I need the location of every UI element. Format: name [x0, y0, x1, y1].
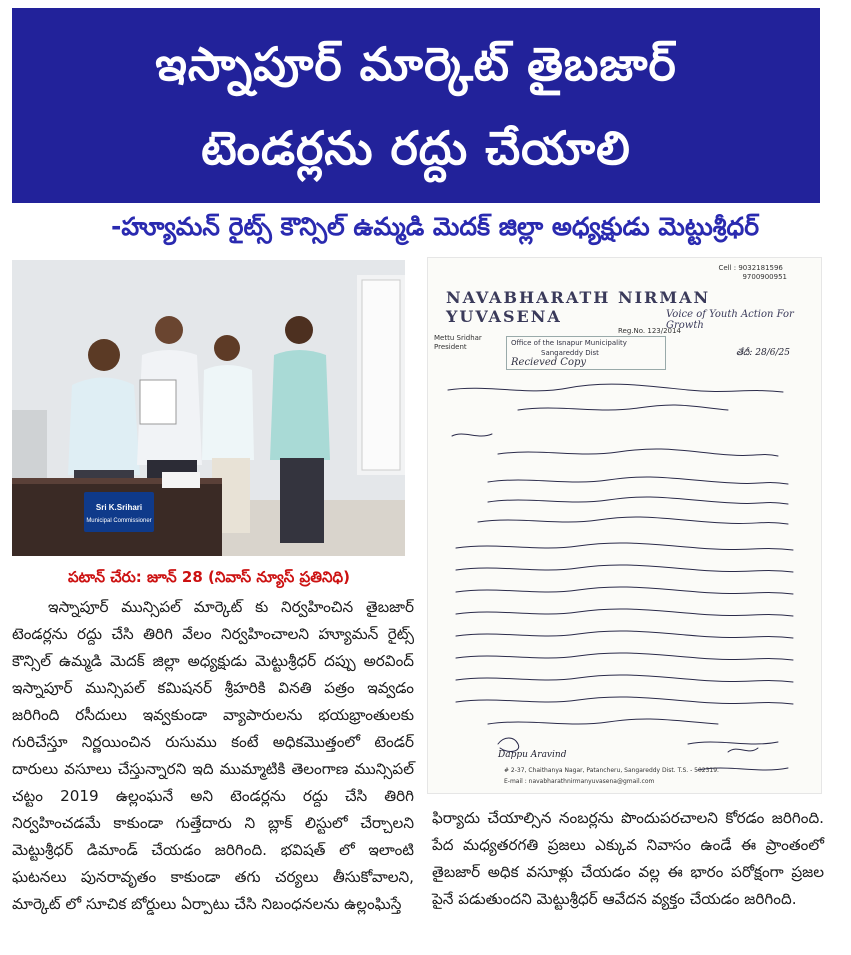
letter-image — [427, 257, 822, 794]
letter-reg-no: Reg.No. 123/2014 — [618, 327, 681, 335]
letter-sender-name: Mettu Sridhar — [434, 334, 482, 342]
stamp-received: Recieved Copy — [511, 357, 587, 368]
letter-sender-role: President — [434, 343, 467, 351]
handwriting-scribble — [428, 258, 822, 794]
headline-line-1: ఇస్నాపూర్ మార్కెట్ తైబజార్ — [155, 36, 677, 91]
letter-cell-2: 9700900951 — [742, 273, 787, 281]
news-photo — [12, 260, 405, 556]
letter-cell-1: Cell : 9032181596 — [718, 264, 783, 272]
stamp-district: Sangareddy Dist — [541, 349, 599, 357]
letter-date: తేదీ: 28/6/25 — [736, 348, 790, 358]
nameplate-name: Sri K.Srihari — [95, 503, 143, 512]
letter-signature: Dappu Aravind — [498, 750, 567, 760]
letter-email: E-mail : navabharathnirmanyuvasena@gmail.com — [504, 778, 655, 785]
headline-banner — [12, 8, 820, 203]
headline-line-2: టెండర్లను రద్దు చేయాలి — [201, 120, 631, 175]
subheadline: -హ్యూమన్ రైట్స్ కౌన్సిల్ ఉమ్మడి మెదక్ జిల్లా అధ్యక్షుడు మెట్టుశ్రీధర్ — [110, 212, 760, 241]
letter-address: # 2-37, Chaithanya Nagar, Patancheru, Sangareddy Dist. T.S. - 502319. — [504, 767, 719, 774]
letter-org-name: NAVABHARATH NIRMAN YUVASENA — [446, 288, 711, 326]
dateline: పటాన్ చేరు: జూన్ 28 (నివాస్ న్యూస్ ప్రతినిధి) — [68, 568, 350, 586]
article-body-left: ఇస్నాపూర్ మున్సిపల్ మార్కెట్ కు నిర్వహించిన తైబజార్ టెండర్లను రద్దు చేసి తిరిగి వేలం నిర్వహించాలని హ్యూమన్ రైట్స్ కౌన్సిల్ ఉమ్మడి మెదక్ జిల్లా అధ్యక్షుడు మెట్టుశ్రీధర్ దప్పు అరవింద్ ఇస్నాపూర్ మున్సిపల్ కమిషనర్ శ్రీహరికి వినతి పత్రం ఇవ్వడం జరిగింది రసీదులు ఇవ్వకుండా వ్యాపారులను భయభ్రాంతులకు గురిచేస్తూ నిర్ణయించిన రుసుము కంటే అధికమొత్తంలో టెండర్ దారులు వసూలు చేస్తున్నారని ఇది ముమ్మాటికి తెలంగాణ మున్సిపల్ చట్టం 2019 ఉల్లంఘనే అని టెండర్లను రద్దు చేసి తిరిగి నిర్వహించడమే కాకుండా గుత్తేదారు ని బ్లాక్ లిస్టులో చేర్చాలని మెట్టుశ్రీధర్ డిమాండ్ చేయడం జరిగింది. భవిషత్ లో ఇలాంటి ఘటనలు పునరావృతం కాకుండా తగు చర్యలు తీసుకోవాలని, మార్కెట్ లో సూచిక బోర్డులు ఏర్పాటు చేసి నిబంధనలను ఉల్లంఘిస్తే — [12, 598, 414, 913]
letter-tagline: Voice of Youth Action For Growth — [666, 309, 794, 331]
stamp-office: Office of the Isnapur Municipality — [511, 339, 627, 347]
article-body-right: ఫిర్యాదు చేయాల్సిన నంబర్లను పొందుపరచాలని కోరడం జరిగింది. పేద మధ్యతరగతి ప్రజలు ఎక్కువ నివాసం ఉండే ఈ ప్రాంతంలో తైబజార్ అధిక వసూళ్లు చేయడం వల్ల ఈ భారం పరోక్షంగా ప్రజల పైనే పడుతుందని మెట్టుశ్రీధర్ ఆవేదన వ్యక్తం చేయడం జరిగింది. — [432, 809, 824, 908]
nameplate-title: Municipal Commissioner — [86, 518, 152, 524]
